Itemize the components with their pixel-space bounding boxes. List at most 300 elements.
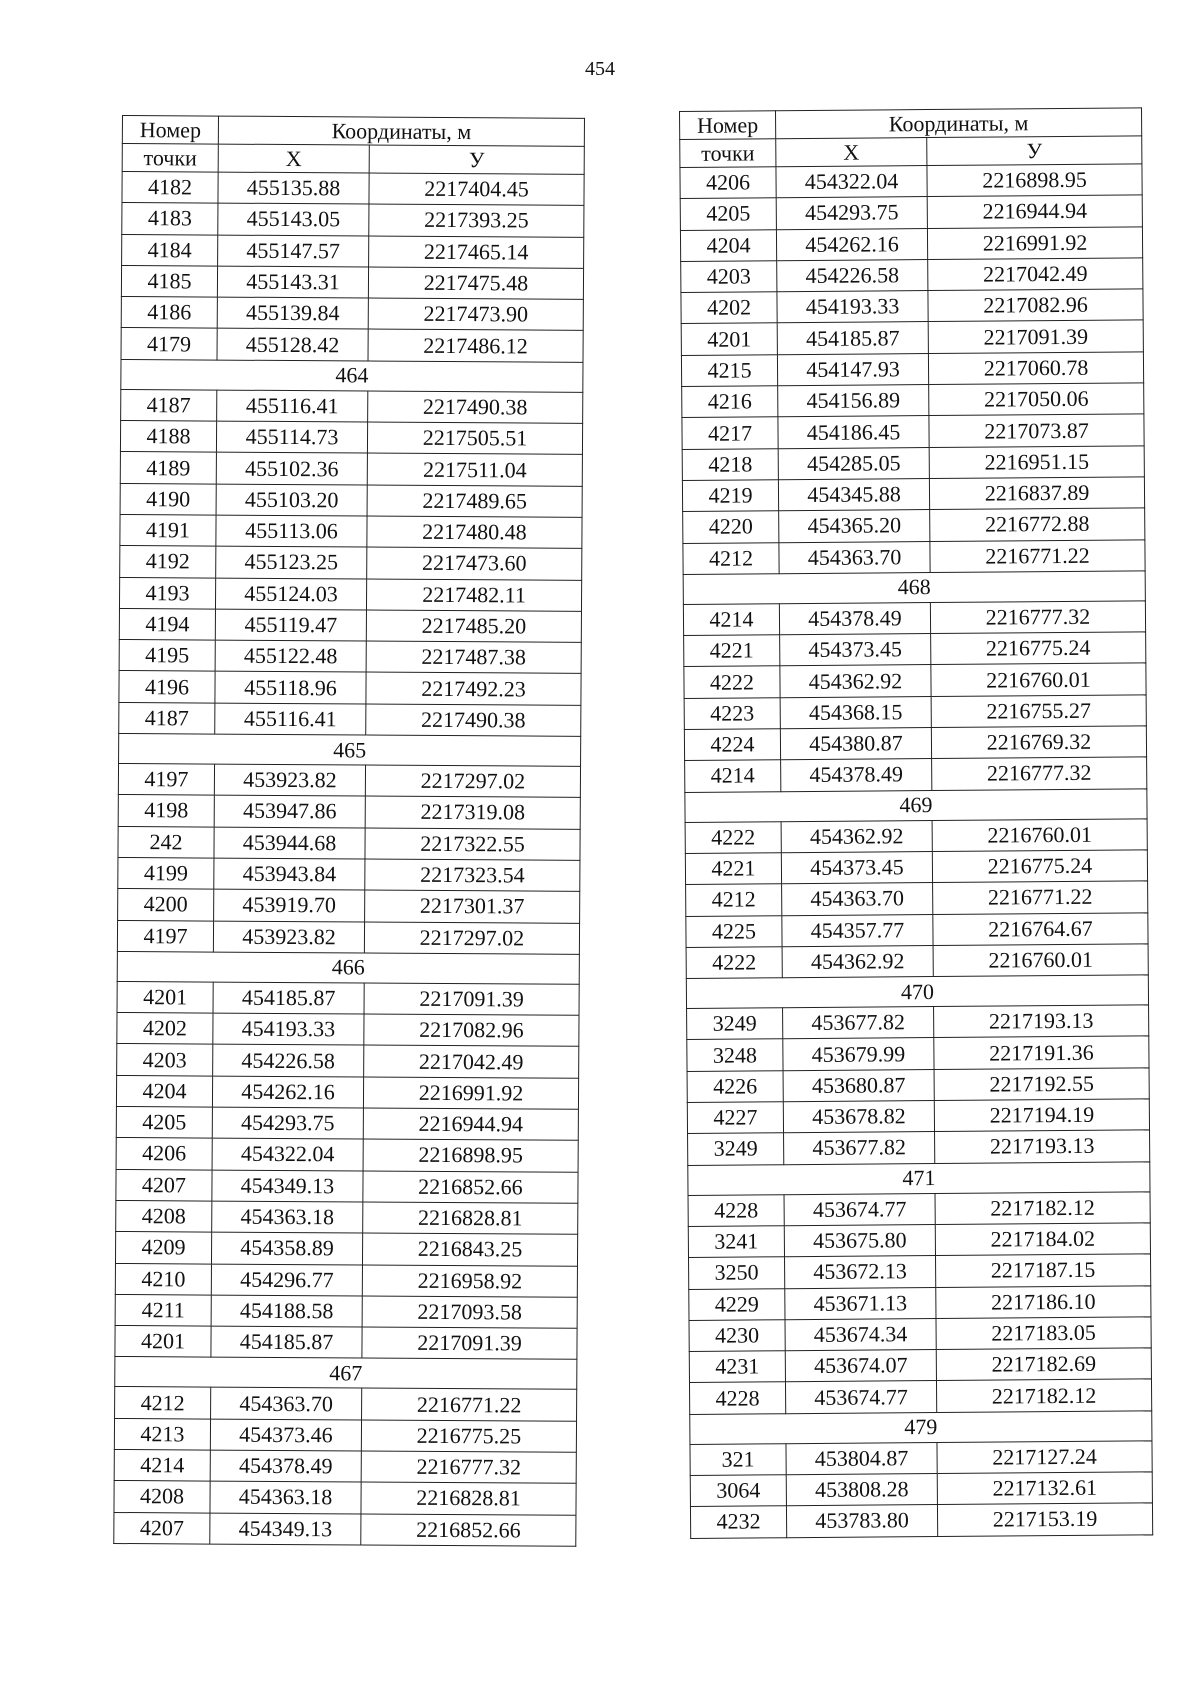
- x-coordinate-cell: 454296.77: [211, 1264, 362, 1296]
- point-number-cell: 4198: [118, 795, 214, 827]
- y-coordinate-cell: 2216828.81: [363, 1202, 578, 1235]
- table-row: [688, 1223, 1150, 1258]
- section-title: 465: [119, 734, 581, 767]
- table-row: [689, 1348, 1151, 1383]
- y-coordinate-cell: 2216764.67: [933, 912, 1148, 945]
- table-row: [688, 1130, 1150, 1165]
- x-coordinate-cell: 454368.15: [780, 696, 931, 728]
- y-coordinate-cell: 2217091.39: [364, 983, 579, 1016]
- point-number-cell: 3249: [687, 1008, 783, 1040]
- point-number-cell: 4222: [685, 821, 781, 853]
- y-coordinate-cell: 2216755.27: [931, 695, 1146, 728]
- table-row: [118, 857, 580, 891]
- point-number-cell: 4196: [119, 671, 215, 703]
- x-coordinate-cell: 454358.89: [211, 1232, 362, 1264]
- table-row: [115, 1387, 577, 1421]
- point-number-cell: 3250: [689, 1257, 785, 1289]
- table-row: [114, 1512, 576, 1546]
- point-number-cell: 4187: [119, 702, 215, 734]
- point-number-cell: 4204: [680, 229, 776, 261]
- header-coordinates: Координаты, м: [218, 116, 584, 146]
- x-coordinate-cell: 454147.93: [777, 353, 928, 385]
- y-coordinate-cell: 2217485.20: [366, 610, 581, 643]
- y-coordinate-cell: 2217042.49: [928, 258, 1143, 291]
- y-coordinate-cell: 2216843.25: [362, 1233, 577, 1266]
- table-row: [118, 889, 580, 923]
- y-coordinate-cell: 2216772.88: [930, 508, 1145, 541]
- header-point-number: Номер: [680, 111, 776, 140]
- y-coordinate-cell: 2217404.45: [369, 173, 584, 206]
- point-number-cell: 4229: [689, 1288, 785, 1320]
- y-coordinate-cell: 2217082.96: [928, 289, 1143, 322]
- y-coordinate-cell: 2217465.14: [369, 236, 584, 269]
- section-title-row: [683, 571, 1145, 605]
- point-number-cell: 4189: [120, 452, 216, 484]
- y-coordinate-cell: 2217323.54: [365, 859, 580, 892]
- y-coordinate-cell: 2217132.61: [937, 1472, 1152, 1505]
- y-coordinate-cell: 2216958.92: [362, 1264, 577, 1297]
- table-row: [122, 203, 584, 237]
- x-coordinate-cell: 454373.45: [780, 634, 931, 666]
- table-row: [116, 1200, 578, 1234]
- table-row: [120, 546, 582, 580]
- point-number-cell: 4214: [683, 604, 779, 636]
- y-coordinate-cell: 2216991.92: [363, 1077, 578, 1110]
- table-row: [685, 757, 1147, 792]
- point-number-cell: 4212: [115, 1387, 211, 1419]
- y-coordinate-cell: 2217127.24: [937, 1441, 1152, 1474]
- table-row: [120, 421, 582, 455]
- x-coordinate-cell: 453677.82: [783, 1007, 934, 1039]
- x-coordinate-cell: 455122.48: [215, 640, 366, 672]
- x-coordinate-cell: 454285.05: [778, 447, 929, 479]
- table-row: [686, 912, 1148, 947]
- point-number-cell: 4221: [685, 853, 781, 885]
- y-coordinate-cell: 2217082.96: [364, 1014, 579, 1047]
- table-row: [119, 702, 581, 736]
- y-coordinate-cell: 2216771.22: [930, 539, 1145, 572]
- point-number-cell: 4213: [114, 1418, 210, 1450]
- x-coordinate-cell: 454156.89: [778, 385, 929, 417]
- point-number-cell: 4226: [687, 1070, 783, 1102]
- point-number-cell: 4195: [119, 640, 215, 672]
- x-coordinate-cell: 453947.86: [214, 795, 365, 827]
- x-coordinate-cell: 454322.04: [212, 1138, 363, 1170]
- x-coordinate-cell: 454185.87: [211, 1326, 362, 1358]
- y-coordinate-cell: 2216852.66: [361, 1514, 576, 1547]
- y-coordinate-cell: 2217393.25: [369, 204, 584, 237]
- x-coordinate-cell: 454226.58: [213, 1044, 364, 1076]
- x-coordinate-cell: 455147.57: [218, 235, 369, 267]
- point-number-cell: 4197: [117, 920, 213, 952]
- table-row: [690, 1472, 1152, 1507]
- y-coordinate-cell: 2216991.92: [927, 226, 1142, 259]
- point-number-cell: 4221: [684, 635, 780, 667]
- x-coordinate-cell: 454345.88: [778, 479, 929, 511]
- header-point-number-2: точки: [680, 139, 776, 168]
- x-coordinate-cell: 454357.77: [782, 914, 933, 946]
- x-coordinate-cell: 454193.33: [213, 1013, 364, 1045]
- y-coordinate-cell: 2217194.19: [934, 1099, 1149, 1132]
- y-coordinate-cell: 2216775.25: [361, 1420, 576, 1453]
- table-row: [687, 1005, 1149, 1040]
- table-row: [681, 320, 1143, 355]
- table-row: [120, 452, 582, 486]
- point-number-cell: 4205: [680, 198, 776, 230]
- table-row: [689, 1317, 1151, 1352]
- point-number-cell: 4230: [689, 1320, 785, 1352]
- point-number-cell: 4232: [690, 1506, 786, 1538]
- x-coordinate-cell: 455119.47: [215, 609, 366, 641]
- point-number-cell: 3064: [690, 1475, 786, 1507]
- x-coordinate-cell: 453677.82: [784, 1132, 935, 1164]
- y-coordinate-cell: 2216828.81: [361, 1482, 576, 1515]
- point-number-cell: 4201: [117, 981, 213, 1013]
- table-row: [688, 1191, 1150, 1226]
- y-coordinate-cell: 2217473.60: [367, 547, 582, 580]
- point-number-cell: 4212: [686, 884, 782, 916]
- point-number-cell: 4186: [121, 297, 217, 329]
- table-row: [118, 764, 580, 798]
- y-coordinate-cell: 2217183.05: [936, 1317, 1151, 1350]
- y-coordinate-cell: 2217482.11: [366, 579, 581, 612]
- table-row: [118, 826, 580, 860]
- section-title-row: [686, 975, 1148, 1009]
- point-number-cell: 4224: [684, 729, 780, 761]
- table-row: [117, 1044, 579, 1078]
- table-row: [681, 258, 1143, 293]
- x-coordinate-cell: 454362.92: [780, 665, 931, 697]
- point-number-cell: 4211: [115, 1294, 211, 1326]
- y-coordinate-cell: 2216760.01: [932, 818, 1147, 851]
- point-number-cell: 4193: [119, 577, 215, 609]
- table-row: [117, 920, 579, 954]
- x-coordinate-cell: 454349.13: [210, 1513, 361, 1545]
- point-number-cell: 4203: [117, 1044, 213, 1076]
- y-coordinate-cell: 2217492.23: [366, 672, 581, 705]
- section-title-row: [690, 1411, 1152, 1445]
- point-number-cell: 4227: [687, 1102, 783, 1134]
- y-coordinate-cell: 2217297.02: [365, 765, 580, 798]
- header-x: Х: [776, 138, 927, 167]
- y-coordinate-cell: 2217184.02: [935, 1223, 1150, 1256]
- section-title: 479: [690, 1411, 1152, 1445]
- y-coordinate-cell: 2217182.12: [936, 1379, 1151, 1412]
- y-coordinate-cell: 2216944.94: [927, 195, 1142, 228]
- table-row: [684, 695, 1146, 730]
- section-title: 466: [117, 951, 579, 984]
- section-title: 469: [685, 788, 1147, 822]
- table-row: [685, 818, 1147, 853]
- point-number-cell: 4231: [689, 1351, 785, 1383]
- table-row: [114, 1418, 576, 1452]
- page-number: 454: [585, 58, 615, 80]
- table-row: [115, 1232, 577, 1266]
- y-coordinate-cell: 2217319.08: [365, 796, 580, 829]
- point-number-cell: 4200: [118, 889, 214, 921]
- y-coordinate-cell: 2216777.32: [932, 757, 1147, 790]
- table-row: [115, 1294, 577, 1328]
- x-coordinate-cell: 454186.45: [778, 416, 929, 448]
- y-coordinate-cell: 2217186.10: [936, 1285, 1151, 1318]
- x-coordinate-cell: 454293.75: [212, 1107, 363, 1139]
- point-number-cell: 4185: [121, 265, 217, 297]
- point-number-cell: 4179: [121, 328, 217, 360]
- table-row: [118, 795, 580, 829]
- y-coordinate-cell: 2217050.06: [929, 383, 1144, 416]
- table-row: [683, 539, 1145, 574]
- table-row: [119, 671, 581, 705]
- x-coordinate-cell: 455116.41: [215, 703, 366, 735]
- y-coordinate-cell: 2217182.12: [935, 1191, 1150, 1224]
- point-number-cell: 4207: [116, 1169, 212, 1201]
- table-row: [116, 1107, 578, 1141]
- coordinates-table-right: [679, 107, 1153, 1538]
- x-coordinate-cell: 455114.73: [216, 421, 367, 453]
- x-coordinate-cell: 454185.87: [777, 322, 928, 354]
- point-number-cell: 4202: [117, 1013, 213, 1045]
- table-row: [116, 1138, 578, 1172]
- point-number-cell: 4205: [116, 1107, 212, 1139]
- x-coordinate-cell: 455118.96: [215, 672, 366, 704]
- table-row: [686, 944, 1148, 979]
- point-number-cell: 4222: [686, 947, 782, 979]
- y-coordinate-cell: 2216898.95: [363, 1139, 578, 1172]
- table-row: [683, 601, 1145, 636]
- section-title-row: [119, 734, 581, 767]
- point-number-cell: 4208: [114, 1481, 210, 1513]
- x-coordinate-cell: 455102.36: [216, 452, 367, 484]
- table-row: [690, 1441, 1152, 1476]
- table-row: [121, 328, 583, 362]
- table-row: [119, 640, 581, 674]
- x-coordinate-cell: 453943.84: [214, 858, 365, 890]
- x-coordinate-cell: 454373.46: [210, 1419, 361, 1451]
- x-coordinate-cell: 454188.58: [211, 1295, 362, 1327]
- x-coordinate-cell: 454293.75: [776, 197, 927, 229]
- x-coordinate-cell: 454363.70: [782, 883, 933, 915]
- y-coordinate-cell: 2217153.19: [937, 1503, 1152, 1536]
- x-coordinate-cell: 454373.45: [781, 851, 932, 883]
- point-number-cell: 4184: [122, 234, 218, 266]
- y-coordinate-cell: 2216777.32: [361, 1451, 576, 1484]
- y-coordinate-cell: 2217192.55: [934, 1068, 1149, 1101]
- point-number-cell: 4225: [686, 915, 782, 947]
- header-point-number-2: точки: [122, 144, 218, 173]
- table-row: [119, 577, 581, 611]
- y-coordinate-cell: 2216760.01: [933, 944, 1148, 977]
- y-coordinate-cell: 2217182.69: [936, 1348, 1151, 1381]
- table-row: [120, 483, 582, 517]
- y-coordinate-cell: 2216775.24: [932, 850, 1147, 883]
- coordinates-table-left: [113, 115, 585, 1547]
- table-row: [115, 1326, 577, 1360]
- x-coordinate-cell: 455116.41: [217, 390, 368, 422]
- y-coordinate-cell: 2217193.13: [935, 1130, 1150, 1163]
- x-coordinate-cell: 454363.18: [210, 1481, 361, 1513]
- point-number-cell: 4190: [120, 483, 216, 515]
- point-number-cell: 4215: [681, 355, 777, 387]
- point-number-cell: 321: [690, 1443, 786, 1475]
- point-number-cell: 3249: [688, 1133, 784, 1165]
- section-title-row: [685, 788, 1147, 822]
- x-coordinate-cell: 455135.88: [218, 172, 369, 204]
- point-number-cell: 4222: [684, 666, 780, 698]
- table-row: [684, 726, 1146, 761]
- section-title: 470: [686, 975, 1148, 1009]
- y-coordinate-cell: 2217487.38: [366, 641, 581, 674]
- point-number-cell: 4206: [680, 167, 776, 199]
- point-number-cell: 4214: [685, 760, 781, 792]
- x-coordinate-cell: 455103.20: [216, 484, 367, 516]
- x-coordinate-cell: 454378.49: [779, 602, 930, 634]
- x-coordinate-cell: 454363.18: [212, 1201, 363, 1233]
- table-row: [121, 389, 583, 423]
- x-coordinate-cell: 453675.80: [784, 1224, 935, 1256]
- x-coordinate-cell: 454378.49: [210, 1450, 361, 1482]
- point-number-cell: 4204: [116, 1075, 212, 1107]
- y-coordinate-cell: 2217490.38: [366, 704, 581, 737]
- point-number-cell: 4199: [118, 857, 214, 889]
- table-row: [680, 226, 1142, 261]
- y-coordinate-cell: 2217486.12: [368, 329, 583, 362]
- point-number-cell: 4202: [681, 292, 777, 324]
- point-number-cell: 4206: [116, 1138, 212, 1170]
- y-coordinate-cell: 2217193.13: [934, 1005, 1149, 1038]
- x-coordinate-cell: 453674.77: [784, 1193, 935, 1225]
- section-title-row: [117, 951, 579, 984]
- section-title: 471: [688, 1161, 1150, 1195]
- section-title: 468: [683, 571, 1145, 605]
- table-row: [681, 289, 1143, 324]
- x-coordinate-cell: 453674.34: [785, 1318, 936, 1350]
- x-coordinate-cell: 455128.42: [217, 329, 368, 361]
- x-coordinate-cell: 454362.92: [782, 945, 933, 977]
- x-coordinate-cell: 453674.77: [785, 1381, 936, 1413]
- table-row: [682, 383, 1144, 418]
- x-coordinate-cell: 454380.87: [780, 728, 931, 760]
- x-coordinate-cell: 454362.92: [781, 820, 932, 852]
- x-coordinate-cell: 454226.58: [777, 259, 928, 291]
- x-coordinate-cell: 453678.82: [783, 1101, 934, 1133]
- point-number-cell: 4214: [114, 1449, 210, 1481]
- section-title: 464: [121, 359, 583, 392]
- table-row: [681, 352, 1143, 387]
- x-coordinate-cell: 455124.03: [215, 578, 366, 610]
- point-number-cell: 4210: [115, 1263, 211, 1295]
- y-coordinate-cell: 2217187.15: [935, 1254, 1150, 1287]
- table-row: [114, 1449, 576, 1483]
- y-coordinate-cell: 2217191.36: [934, 1036, 1149, 1069]
- point-number-cell: 4223: [684, 697, 780, 729]
- x-coordinate-cell: 453783.80: [786, 1505, 937, 1537]
- header-y: У: [369, 145, 584, 174]
- table-row: [680, 164, 1142, 199]
- point-number-cell: 4187: [121, 389, 217, 421]
- x-coordinate-cell: 453672.13: [785, 1256, 936, 1288]
- table-row: [684, 632, 1146, 667]
- y-coordinate-cell: 2217511.04: [367, 453, 582, 486]
- x-coordinate-cell: 453923.82: [214, 764, 365, 796]
- point-number-cell: 4194: [119, 608, 215, 640]
- point-number-cell: 4183: [122, 203, 218, 235]
- x-coordinate-cell: 454363.70: [779, 541, 930, 573]
- x-coordinate-cell: 454322.04: [776, 166, 927, 198]
- point-number-cell: 4219: [682, 480, 778, 512]
- point-number-cell: 4197: [118, 764, 214, 796]
- x-coordinate-cell: 455139.84: [217, 297, 368, 329]
- x-coordinate-cell: 453680.87: [783, 1069, 934, 1101]
- table-row: [685, 850, 1147, 885]
- point-number-cell: 4188: [120, 421, 216, 453]
- y-coordinate-cell: 2217473.90: [368, 298, 583, 331]
- table-row: [116, 1075, 578, 1109]
- section-title-row: [688, 1161, 1150, 1195]
- table-row: [682, 414, 1144, 449]
- point-number-cell: 4203: [681, 261, 777, 293]
- point-number-cell: 4182: [122, 172, 218, 204]
- x-coordinate-cell: 454378.49: [781, 759, 932, 791]
- y-coordinate-cell: 2217093.58: [362, 1296, 577, 1329]
- x-coordinate-cell: 453923.82: [213, 921, 364, 953]
- point-number-cell: 4228: [689, 1382, 785, 1414]
- x-coordinate-cell: 453674.07: [785, 1350, 936, 1382]
- header-y: У: [927, 136, 1142, 166]
- point-number-cell: 4218: [682, 448, 778, 480]
- table-row: [120, 514, 582, 548]
- y-coordinate-cell: 2216777.32: [930, 601, 1145, 634]
- point-number-cell: 4201: [115, 1326, 211, 1358]
- table-row: [117, 981, 579, 1015]
- table-row: [687, 1036, 1149, 1071]
- x-coordinate-cell: 454365.20: [779, 510, 930, 542]
- section-title-row: [121, 359, 583, 392]
- y-coordinate-cell: 2216852.66: [363, 1171, 578, 1204]
- x-coordinate-cell: 455123.25: [216, 546, 367, 578]
- y-coordinate-cell: 2216760.01: [931, 663, 1146, 696]
- y-coordinate-cell: 2216837.89: [929, 477, 1144, 510]
- x-coordinate-cell: 454193.33: [777, 291, 928, 323]
- point-number-cell: 4207: [114, 1512, 210, 1544]
- table-row: [687, 1099, 1149, 1134]
- x-coordinate-cell: 453808.28: [786, 1473, 937, 1505]
- point-number-cell: 4192: [120, 546, 216, 578]
- x-coordinate-cell: 455143.31: [217, 266, 368, 298]
- x-coordinate-cell: 453804.87: [786, 1442, 937, 1474]
- x-coordinate-cell: 454185.87: [213, 982, 364, 1014]
- y-coordinate-cell: 2216944.94: [363, 1108, 578, 1141]
- y-coordinate-cell: 2217505.51: [367, 422, 582, 455]
- y-coordinate-cell: 2217480.48: [367, 516, 582, 549]
- header-point-number: Номер: [122, 116, 218, 145]
- y-coordinate-cell: 2217322.55: [365, 828, 580, 861]
- y-coordinate-cell: 2217091.39: [362, 1327, 577, 1360]
- x-coordinate-cell: 454349.13: [212, 1170, 363, 1202]
- point-number-cell: 3248: [687, 1039, 783, 1071]
- y-coordinate-cell: 2216771.22: [933, 881, 1148, 914]
- header-coordinates: Координаты, м: [776, 108, 1142, 139]
- table-row: [689, 1379, 1151, 1414]
- point-number-cell: 4216: [682, 386, 778, 418]
- table-row: [689, 1254, 1151, 1289]
- section-title: 467: [115, 1357, 577, 1390]
- x-coordinate-cell: 455143.05: [218, 203, 369, 235]
- y-coordinate-cell: 2217091.39: [928, 320, 1143, 353]
- point-number-cell: 4228: [688, 1194, 784, 1226]
- point-number-cell: 4208: [116, 1200, 212, 1232]
- x-coordinate-cell: 453679.99: [783, 1038, 934, 1070]
- point-number-cell: 4201: [681, 323, 777, 355]
